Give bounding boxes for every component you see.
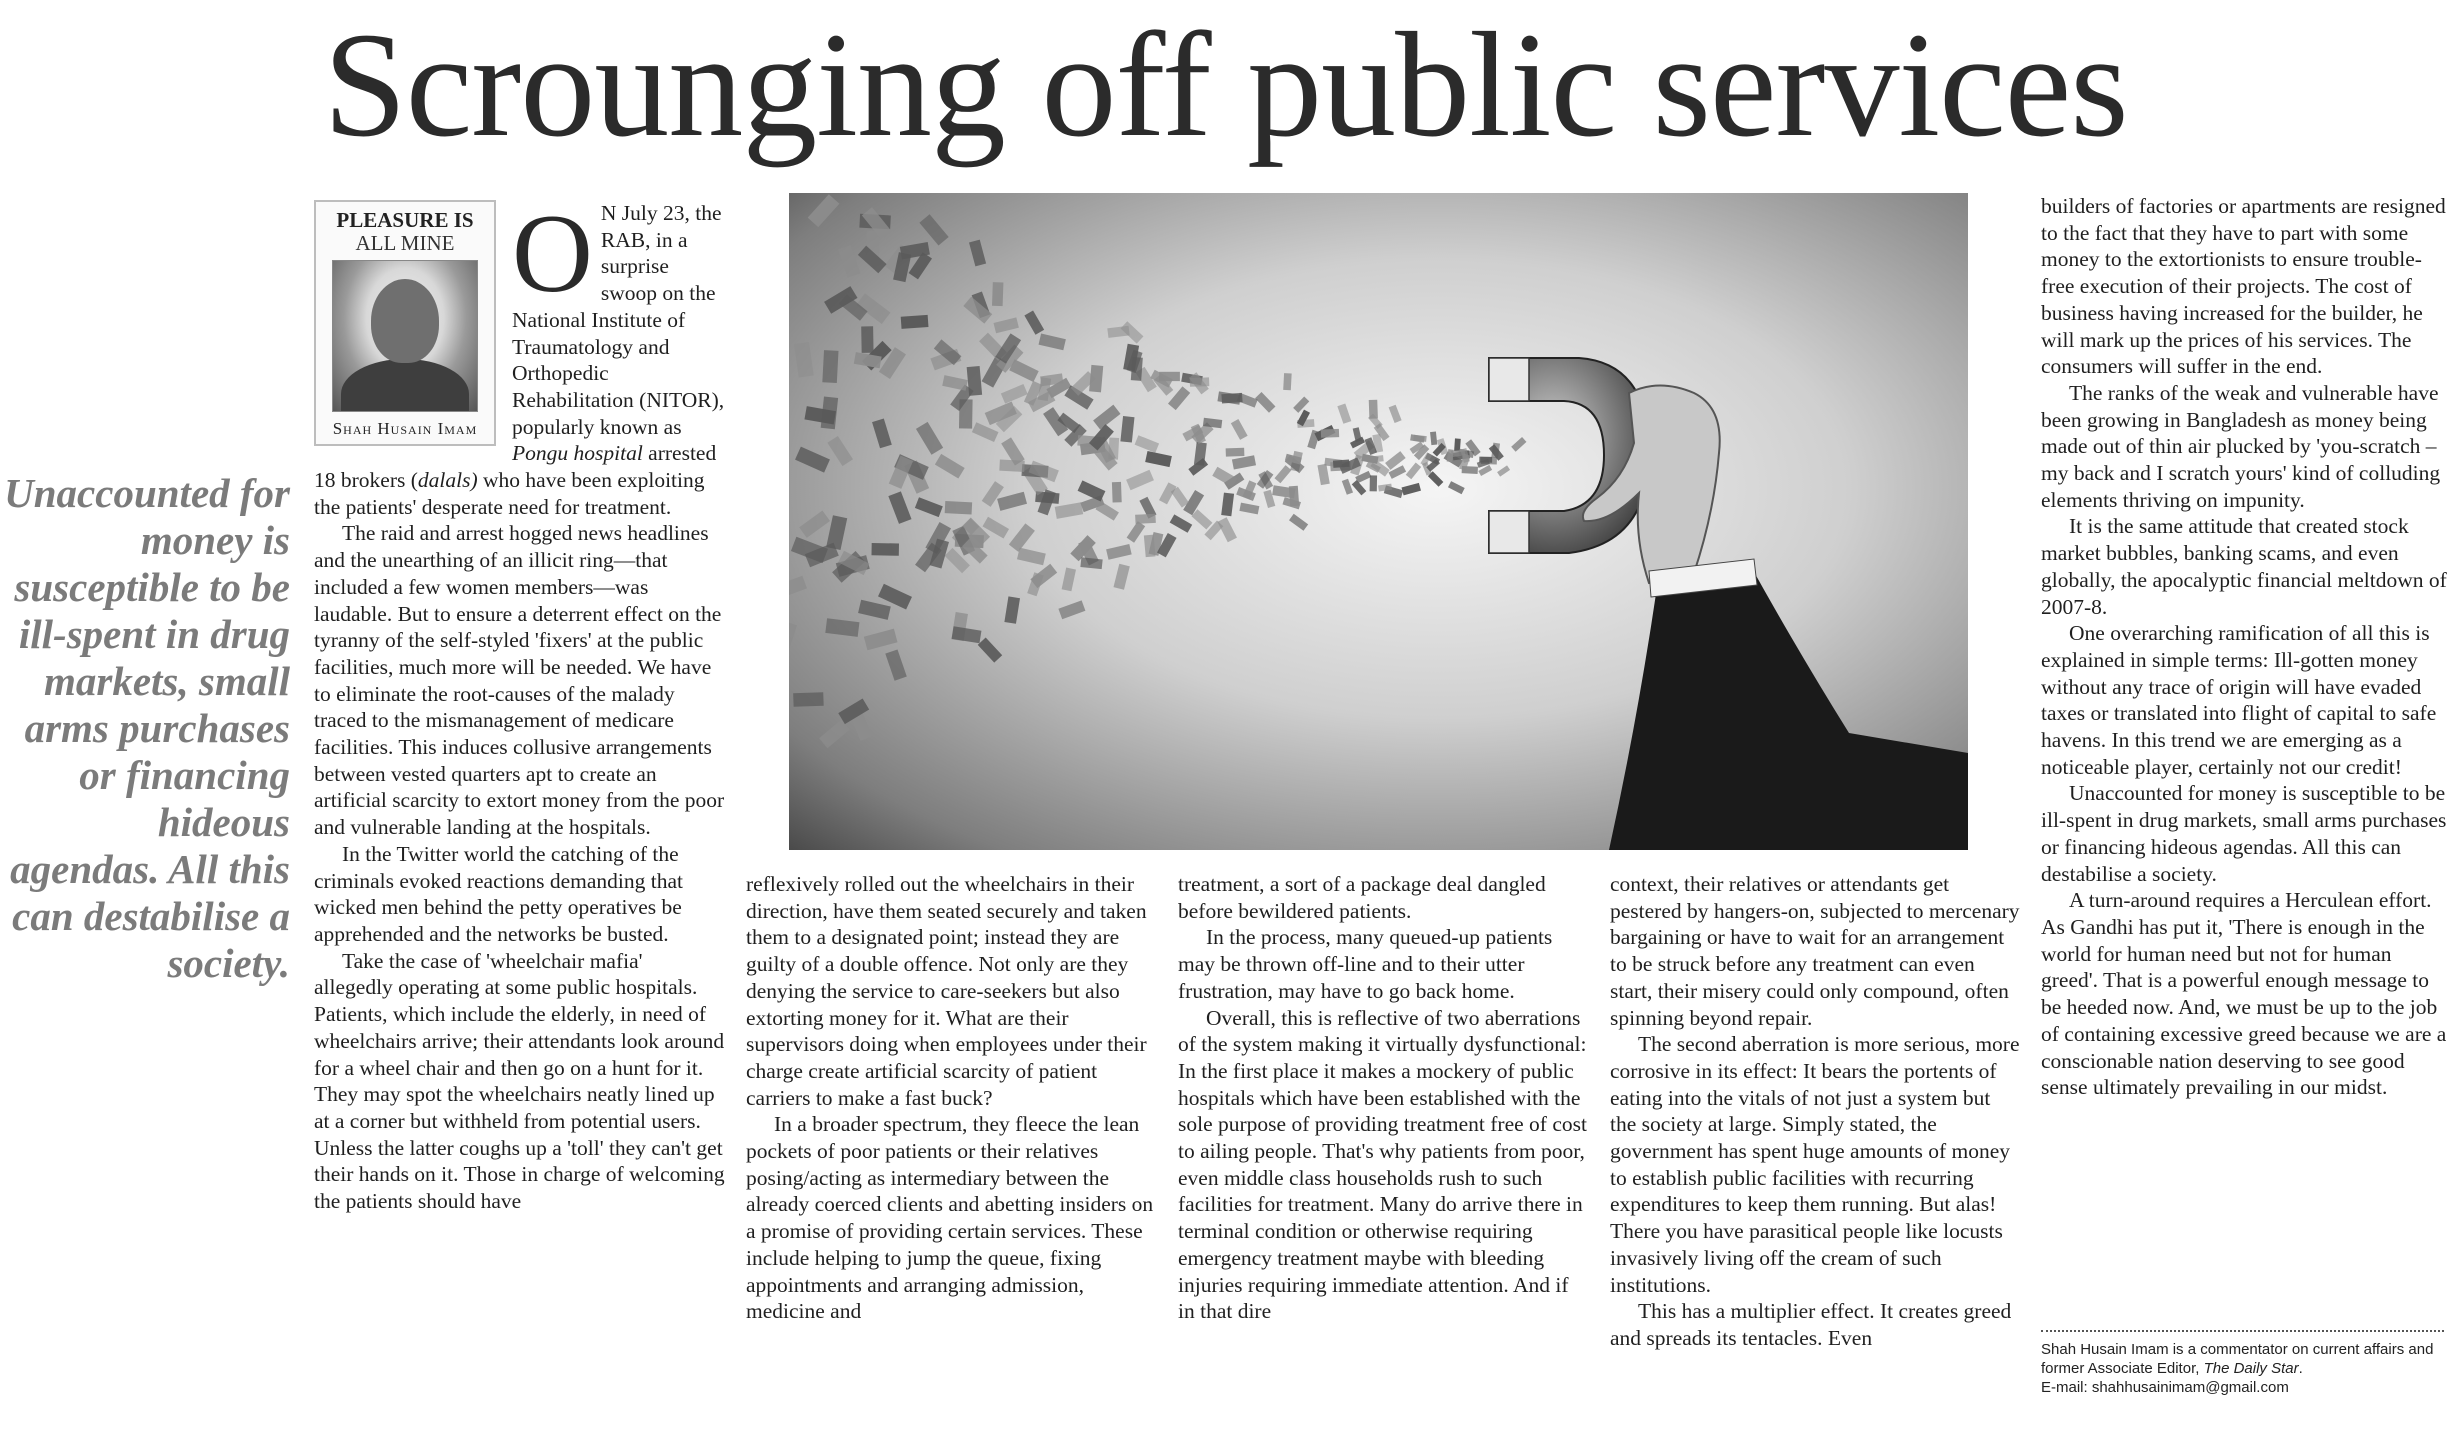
article-column-1 (314, 200, 726, 1420)
article-column-5 (2041, 193, 2447, 1323)
column-kicker-line-1: PLEASURE IS (336, 208, 474, 232)
paragraph: Unaccounted for money is susceptible to be ill-spent in drug markets, small arms purchases or financing hideous agendas. All this can destabilise a society. (2041, 781, 2447, 886)
paragraph: The raid and arrest hogged news headlines and the unearthing of an illicit ring—that included a few women members—was laudable. But to ensure a deterrent effect on the tyranny of the self-styled 'fixers' at the public facilities, much more will be needed. We have to eliminate the root-causes of the malady traced to the mismanagement of medicare facilities. This induces collusive arrangements between vested quarters apt to create an artificial scarcity to extort money from the poor and vulnerable landing at the hospitals. (314, 521, 725, 840)
paragraph: A turn-around requires a Herculean effort. As Gandhi has put it, 'There is enough in the world for human need but not for human greed'. That is a powerful enough message to be heeded now. And, we must be up to the job of containing excessive greed because we are a conscionable nation deserving to see good sense ultimately prevailing in our midst. (2041, 888, 2447, 1100)
headline: Scrounging off public services (323, 2, 2128, 168)
paragraph: context, their relatives or attendants get pestered by hangers-on, subjected to mercenary bargaining or have to wait for an arrangement to be struck before any treatment can even start, their misery could only compound, often spinning beyond repair. (1610, 872, 2020, 1030)
paragraph: It is the same attitude that created stock market bubbles, banking scams, and even globally, the apocalyptic financial meltdown of 2007-8. (2041, 514, 2447, 619)
paragraph: Take the case of 'wheelchair mafia' allegedly operating at some public hospitals. Patients, which include the elderly, in need of wheelchairs arrive; their attendants look around for a wheel chair and then go on a hunt for it. They may spot the wheelchairs neatly lined up at a corner but withheld from potential users. Unless the latter coughs up a 'toll' they can't get their hands on it. Those in charge of welcoming the patients should have (314, 948, 725, 1214)
paragraph: N July 23, the RAB, in a surprise swoop on the National Institute of Traumatology and Orthopedic Rehabilitation (NITOR), popularly known as Pongu hospital arrested 18 brokers (dalals) who have been exploiting the patients' desperate need for treatment. (314, 201, 725, 519)
author-photo (332, 260, 478, 412)
footer-divider (2041, 1330, 2444, 1332)
paragraph: Overall, this is reflective of two aberrations of the system making it virtually dysfunctional: In the first place it makes a mockery of public hospitals which have been established with the sole purpose of providing treatment free of cost to ailing people. That's why patients from poor, even middle class households rush to such facilities for treatment. Many do arrive there in terminal condition or otherwise requiring emergency treatment maybe with bleeding injuries requiring immediate attention. And if in that dire (1178, 1005, 1587, 1324)
paragraph: treatment, a sort of a package deal dangled before bewildered patients. (1178, 872, 1546, 923)
author-note-text: Shah Husain Imam is a commentator on current affairs and former Associate Editor, (2041, 1341, 2434, 1377)
paragraph: This has a multiplier effect. It creates greed and spreads its tentacles. Even (1610, 1299, 2012, 1350)
paragraph: The second aberration is more serious, more corrosive in its effect: It bears the portents of eating into the vitals of not just a system but the society at large. Simply stated, the government has spent huge amounts of money to establish public facilities with recurring expenditures to keep them running. But alas! There you have parasitical people like locusts invasively living off the cream of such institutions. (1610, 1032, 2020, 1297)
paragraph: reflexively rolled out the wheelchairs in their direction, have them seated securely and taken them to a designated point; instead they are guilty of a double offence. Not only are they denying the service to care-seekers but also extorting money for it. What are their supervisors doing when employees under their charge create artificial scarcity of patient carriers to make a fast buck? (746, 872, 1147, 1110)
illustration-svg (789, 193, 1968, 850)
publication-name: The Daily Star (2203, 1360, 2299, 1377)
column-kicker-line-2: ALL MINE (355, 231, 455, 255)
author-byline: Shah Husain Imam (332, 419, 478, 438)
paragraph: In the Twitter world the catching of the criminals evoked reactions demanding that wicked men behind the petty operatives be apprehended and the networks be busted. (314, 841, 683, 946)
article-column-2 (746, 871, 1156, 1421)
column-logo-box (314, 200, 496, 446)
flying-banknotes (789, 194, 1526, 748)
article-column-3 (1178, 871, 1588, 1421)
author-email: E-mail: shahhusainimam@gmail.com (2041, 1379, 2289, 1396)
magnet-money-illustration (789, 193, 1968, 850)
article-column-4 (1610, 871, 2020, 1421)
suit-sleeve (1609, 563, 1968, 850)
paragraph: One overarching ramification of all this is explained in simple terms: Ill-gotten money without any trace of origin will have evaded taxes or translated into flight of capital to safe havens. In this trend we are emerging as a noticeable player, certainly not our credit! (2041, 621, 2437, 779)
paragraph: The ranks of the weak and vulnerable have been growing in Bangladesh as money being made out of thin air plucked by 'you-scratch –my back and I scratch yours' kind of colluding elements thriving on impunity. (2041, 380, 2441, 512)
pull-quote: Unaccounted for money is susceptible to be ill-spent in drug markets, small arms purchases or financing hideous agendas. All this can destabilise a society. (4, 470, 290, 986)
paragraph: In the process, many queued-up patients may be thrown off-line and to their utter frustration, may have to go back home. (1178, 925, 1553, 1003)
paragraph: builders of factories or apartments are resigned to the fact that they have to part with some money to the extortionists to ensure trouble-free execution of their projects. The cost of business having increased for the builder, he will mark up the prices of his services. The consumers will suffer in the end. (2041, 194, 2446, 379)
paragraph: In a broader spectrum, they fleece the lean pockets of poor patients or their relatives posing/acting as intermediary between the already coerced clients and abetting insiders on a promise of providing certain services. These include helping to jump the queue, fixing appointments and arranging admission, medicine and (746, 1112, 1154, 1324)
drop-cap: O (512, 200, 593, 316)
author-note: Shah Husain Imam is a commentator on current affairs and former Associate Editor, The Daily Star. E-mail: shahhusainimam@gmail.com (2041, 1341, 2434, 1396)
